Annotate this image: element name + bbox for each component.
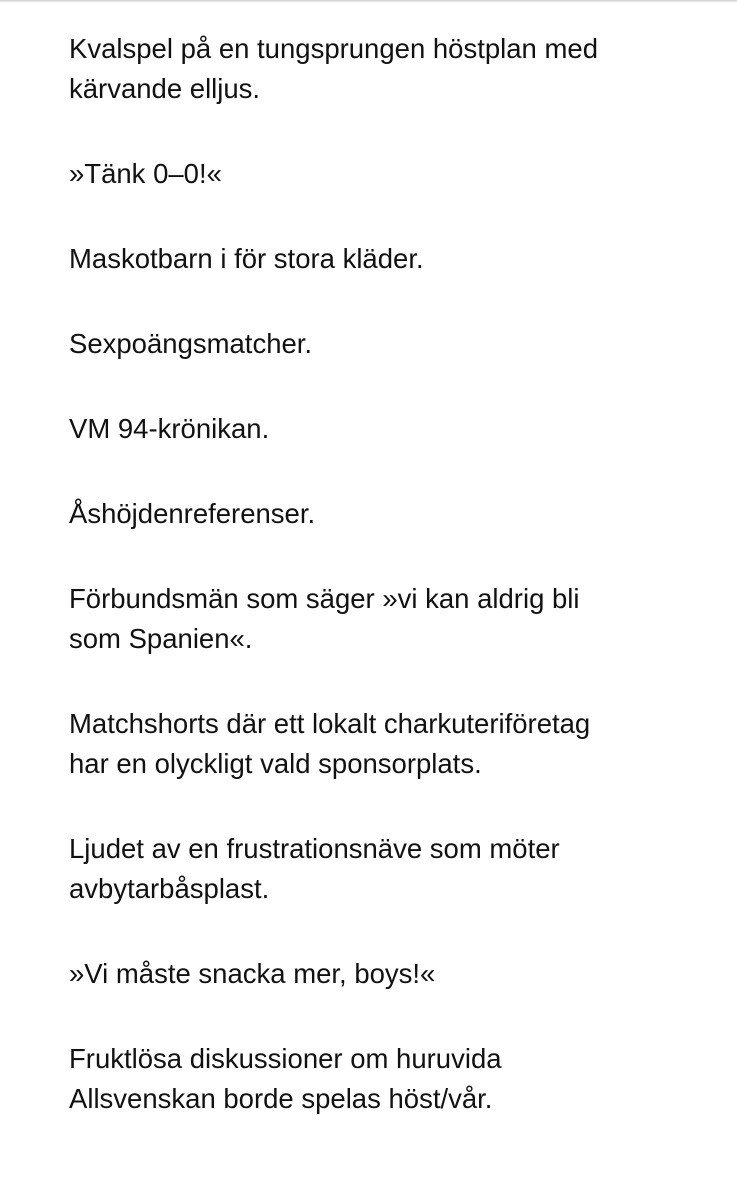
paragraph-line: Kvalspel på en tungsprungen höstplan med	[69, 33, 598, 64]
paragraph-line: Sexpoängsmatcher.	[69, 328, 313, 359]
article-body	[69, 29, 709, 1164]
paragraph-line: »Vi måste snacka mer, boys!«	[69, 958, 436, 989]
paragraph-line: Fruktlösa diskussioner om huruvida	[69, 1043, 502, 1074]
paragraph-10	[69, 954, 709, 994]
paragraph-line: Allsvenskan borde spelas höst/vår.	[69, 1083, 493, 1114]
paragraph-line: som Spanien«.	[69, 623, 253, 654]
paragraph-8	[69, 704, 709, 784]
top-edge-shadow	[0, 0, 737, 3]
paragraph-3	[69, 239, 709, 279]
paragraph-7	[69, 579, 709, 659]
paragraph-11	[69, 1039, 709, 1119]
paragraph-line: »Tänk 0–0!«	[69, 158, 222, 189]
paragraph-line: Maskotbarn i för stora kläder.	[69, 243, 424, 274]
paragraph-6	[69, 494, 709, 534]
paragraph-line: avbytarbåsplast.	[69, 873, 270, 904]
paragraph-2	[69, 154, 709, 194]
paragraph-line: VM 94-krönikan.	[69, 413, 270, 444]
paragraph-line: Matchshorts där ett lokalt charkuteriföretag	[69, 708, 591, 739]
paragraph-5	[69, 409, 709, 449]
paragraph-4	[69, 324, 709, 364]
paragraph-9	[69, 829, 709, 909]
paragraph-line: Förbundsmän som säger »vi kan aldrig bli	[69, 583, 580, 614]
paragraph-line: har en olyckligt vald sponsorplats.	[69, 748, 482, 779]
paragraph-1	[69, 29, 709, 109]
paragraph-line: Ljudet av en frustrationsnäve som möter	[69, 833, 560, 864]
paragraph-line: Åshöjdenreferenser.	[69, 498, 316, 529]
paragraph-line: kärvande elljus.	[69, 73, 261, 104]
